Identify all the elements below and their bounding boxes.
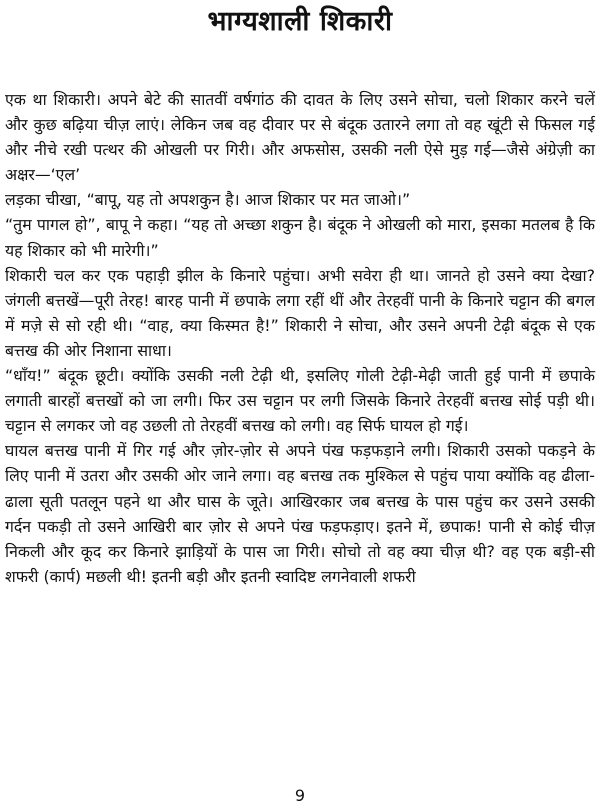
paragraph-1: एक था शिकारी। अपने बेटे की सातवीं वर्षगांठ की दावत के लिए उसने सोचा, चलो शिकार करने चलें और कुछ बढ़िया चीज़ लाएं। लेकिन जब वह दीवार पर से बंदूक उतारने लगा तो वह खूंटी से फिसल गई और नीचे रखी पत्थर की ओखली पर गिरी। और अफसोस, उसकी नली ऐसे मुड़ गई—जैसे अंग्रेज़ी का अक्षर—‘एल’	[5, 90, 595, 185]
paragraph-6: घायल बत्तख पानी में गिर गई और ज़ोर-ज़ोर से अपने पंख फड़फड़ाने लगी। शिकारी उसको पकड़ने के लिए पानी में उतरा और उसकी ओर जाने लगा। वह बत्तख तक मुश्किल से पहुंच पाया क्योंकि वह ढीला-ढाला सूती पतलून पहने था और घास के जूते। आखिरकार जब बत्तख के पास पहुंच कर उसने उसकी गर्दन पकड़ी तो उसने आखिरी बार ज़ोर से अपने पंख फड़फड़ाए। इतने में, छपाक! पानी से कोई चीज़ निकली और कूद कर किनारे झाड़ियों के पास जा गिरी। सोचो तो वह क्या चीज़ थी? वह एक बड़ी-सी शफरी (कार्प) मछली थी! इतनी बड़ी और इतनी स्वादिष्ट लगनेवाली शफरी	[5, 441, 595, 586]
story-title: भाग्यशाली शिकारी	[207, 6, 393, 37]
paragraph-4: शिकारी चल कर एक पहाड़ी झील के किनारे पहुंचा। अभी सवेरा ही था। जानते हो उसने क्या देखा? जंगली बत्तखें—पूरी तेरह! बारह पानी में छपाके लगा रहीं थीं और तेरहवीं पानी के किनारे चट्टान की बगल में मज़े से सो रही थी। “वाह, क्या किस्मत है!” शिकारी ने सोचा, और उसने अपनी टेढ़ी बंदूक से एक बत्तख की ओर निशाना साधा।	[5, 265, 595, 360]
paragraph-2: लड़का चीखा, “बापू, यह तो अपशकुन है। आज शिकार पर मत जाओ।”	[5, 190, 411, 210]
page-number: 9	[294, 786, 306, 805]
paragraph-3: “तुम पागल हो”, बापू ने कहा। “यह तो अच्छा शकुन है। बंदूक ने ओखली को मारा, इसका मतलब है कि यह शिकार को भी मारेगी।”	[5, 215, 595, 260]
paragraph-5: “धाँय!” बंदूक छूटी। क्योंकि उसकी नली टेढ़ी थी, इसलिए गोली टेढ़ी-मेढ़ी जाती हुई पानी में छपाके लगाती बारहों बत्तखों को जा लगी। फिर उस चट्टान पर लगी जिसके किनारे तेरहवीं बत्तख सोई पड़ी थी। चट्टान से लगकर जो वह उछली तो तेरहवीं बत्तख को लगी। वह सिर्फ घायल हो गई।	[5, 366, 595, 436]
story-body	[5, 87, 595, 589]
